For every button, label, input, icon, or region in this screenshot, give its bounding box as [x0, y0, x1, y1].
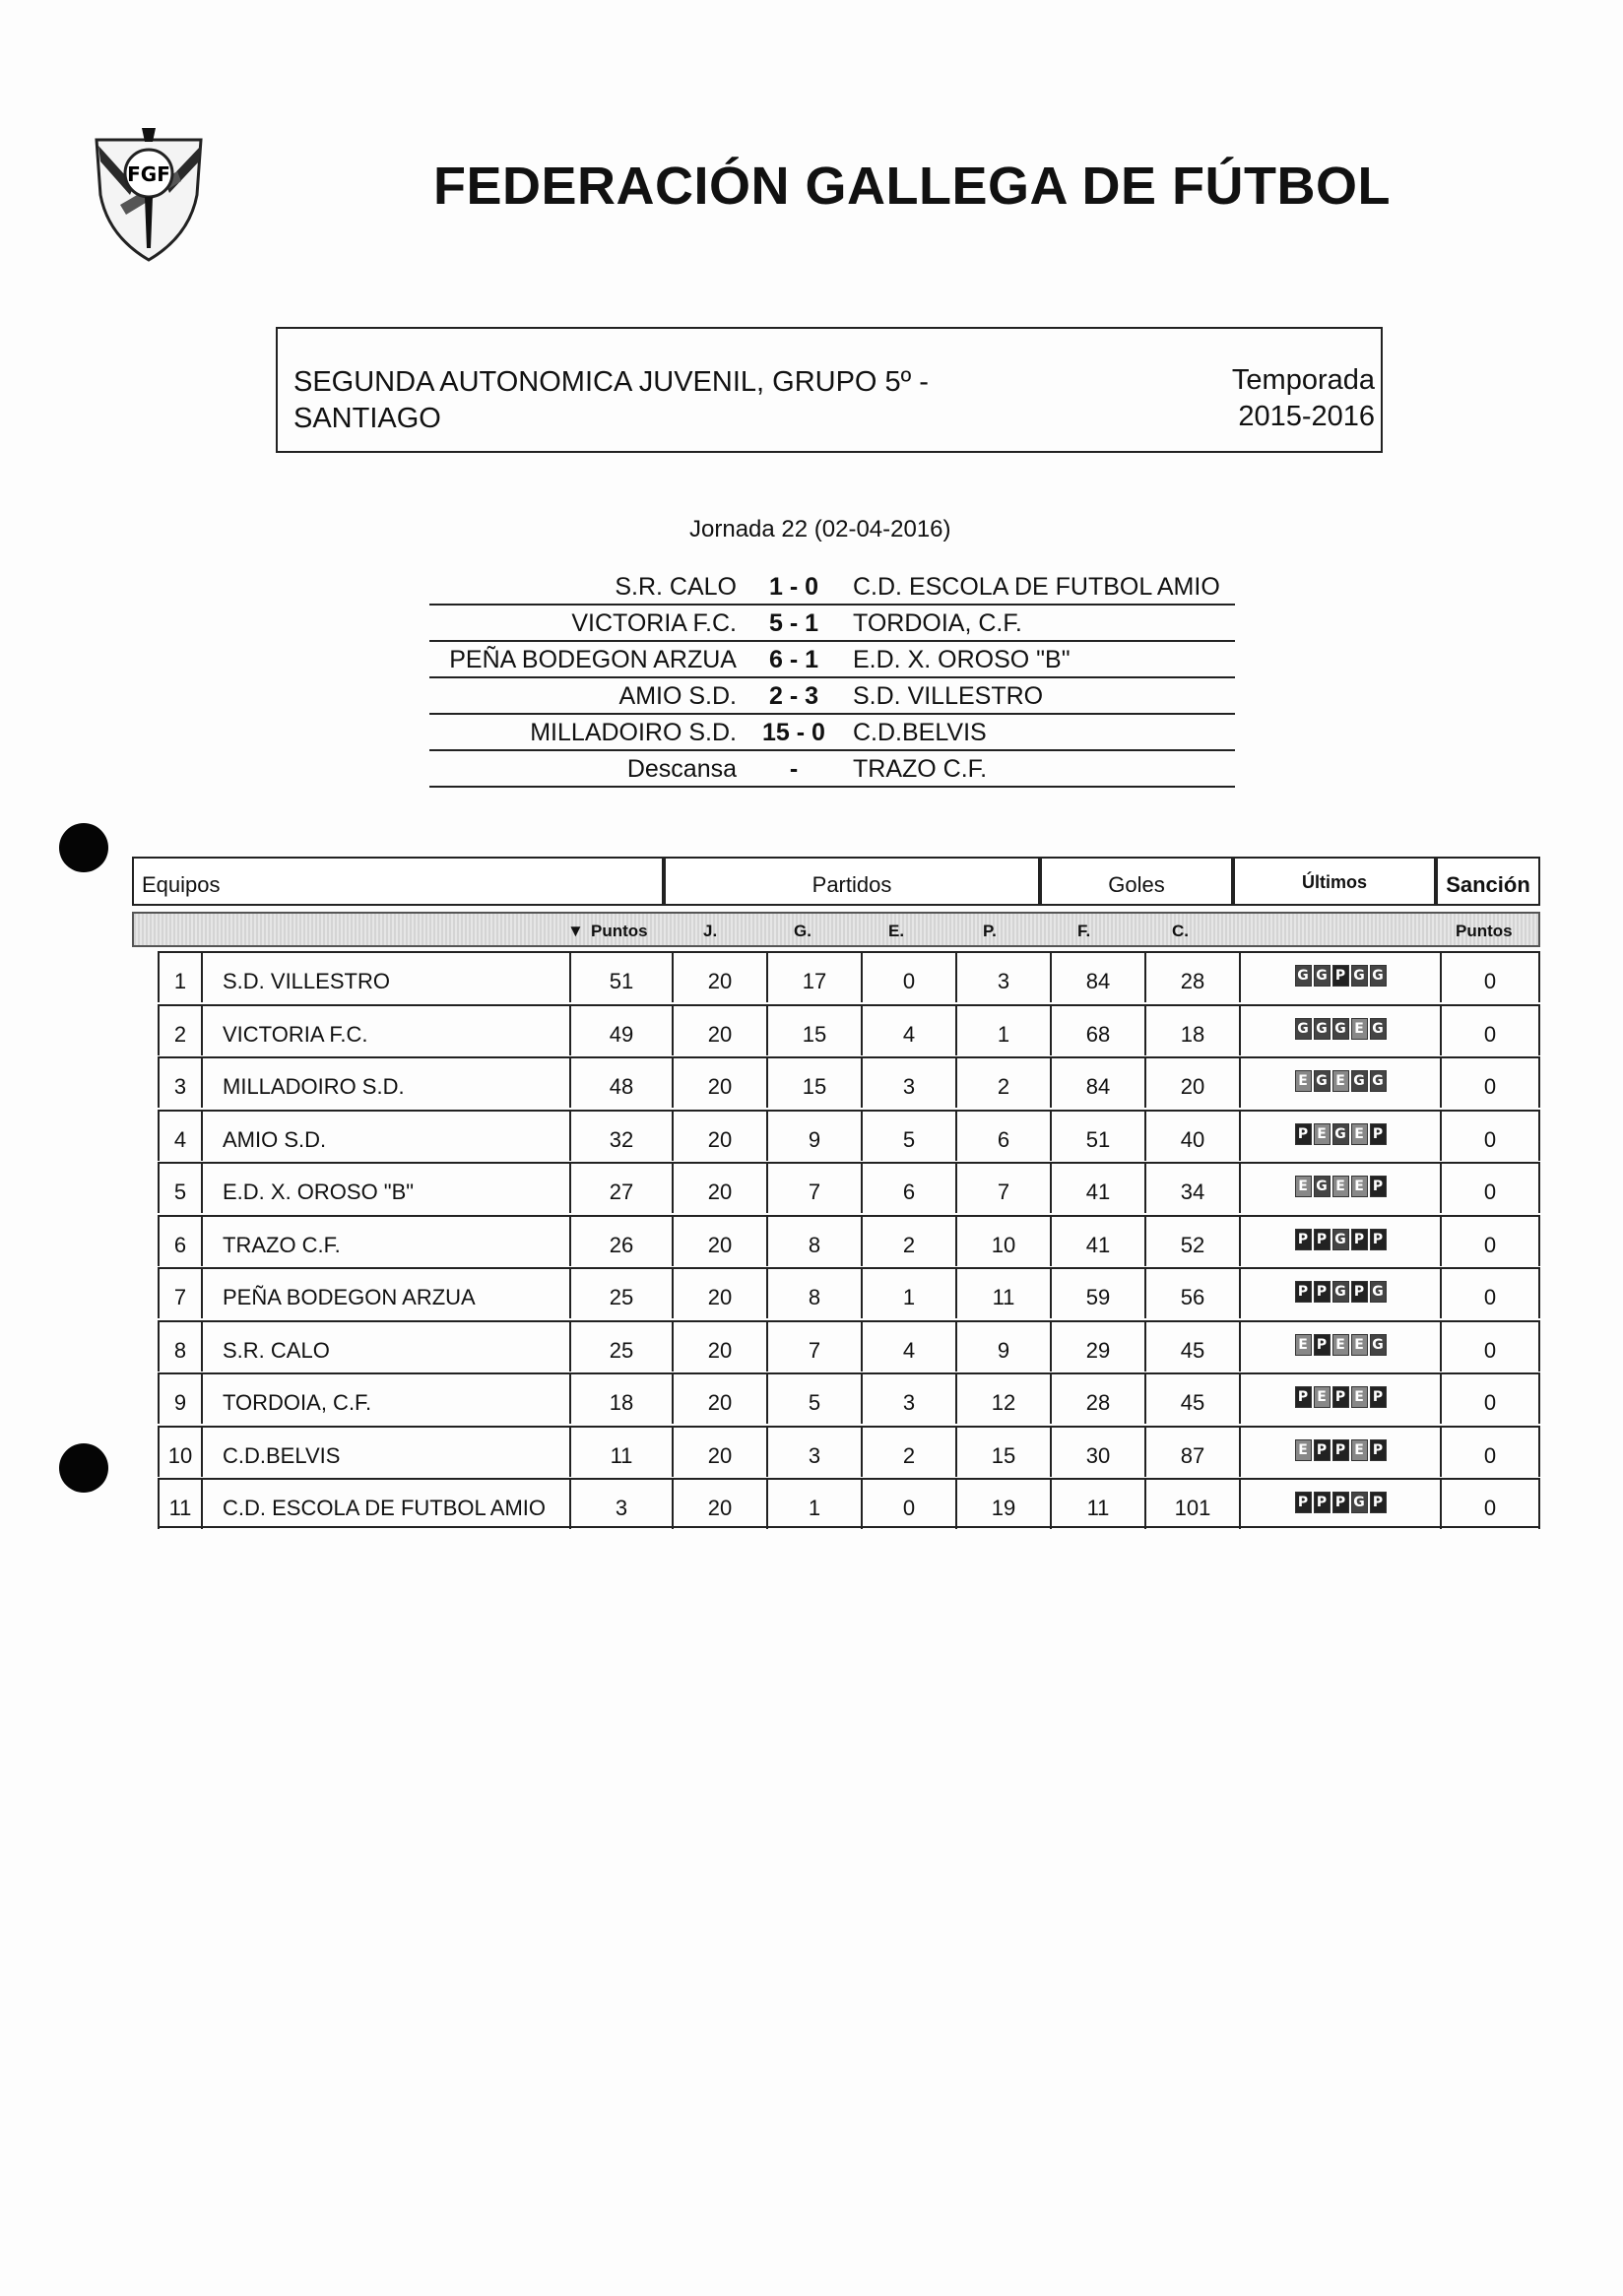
- svg-text:FGF: FGF: [127, 162, 170, 186]
- won-cell: 8: [766, 1215, 861, 1266]
- header-goles: Goles: [1040, 857, 1233, 906]
- position-cell: 1: [158, 951, 201, 1002]
- won-cell: 5: [766, 1372, 861, 1424]
- table-row: [132, 1478, 1540, 1529]
- played-cell: 20: [672, 1215, 766, 1266]
- result-badge-icon: G: [1314, 1018, 1331, 1040]
- result-badge-icon: P: [1295, 1492, 1312, 1513]
- results-list: [429, 569, 1235, 788]
- points-cell: 25: [569, 1267, 672, 1318]
- result-badge-icon: E: [1295, 1070, 1312, 1092]
- lost-cell: 1: [955, 1004, 1050, 1055]
- result-badge-icon: P: [1370, 1229, 1387, 1250]
- result-badge-icon: E: [1351, 1123, 1368, 1145]
- last-results-cell: [1239, 1372, 1440, 1424]
- points-cell: 26: [569, 1215, 672, 1266]
- points-cell: 18: [569, 1372, 672, 1424]
- team-name-cell: C.D. ESCOLA DE FUTBOL AMIO: [201, 1478, 569, 1529]
- goals-for-cell: 84: [1050, 951, 1144, 1002]
- won-cell: 15: [766, 1004, 861, 1055]
- result-badge-icon: P: [1314, 1281, 1331, 1303]
- sanction-points-cell: 0: [1440, 1267, 1540, 1318]
- page-title: FEDERACIÓN GALLEGA DE FÚTBOL: [433, 157, 1391, 216]
- lost-cell: 2: [955, 1056, 1050, 1108]
- result-badge-icon: E: [1351, 1386, 1368, 1408]
- result-badge-icon: P: [1295, 1229, 1312, 1250]
- drawn-cell: 0: [861, 951, 955, 1002]
- sanction-points-cell: 0: [1440, 1478, 1540, 1529]
- result-badge-icon: E: [1332, 1334, 1349, 1356]
- last-results-cell: [1239, 1320, 1440, 1371]
- points-cell: 3: [569, 1478, 672, 1529]
- result-badge-icon: P: [1332, 1492, 1349, 1513]
- result-badge-icon: P: [1370, 1492, 1387, 1513]
- result-badge-icon: P: [1370, 1176, 1387, 1197]
- result-badge-icon: G: [1370, 1070, 1387, 1092]
- goals-against-cell: 20: [1144, 1056, 1239, 1108]
- goals-for-cell: 11: [1050, 1478, 1144, 1529]
- drawn-cell: 0: [861, 1478, 955, 1529]
- goals-for-cell: 30: [1050, 1426, 1144, 1477]
- col-c: C.: [1172, 922, 1189, 940]
- played-cell: 20: [672, 1478, 766, 1529]
- lost-cell: 6: [955, 1110, 1050, 1161]
- played-cell: 20: [672, 1004, 766, 1055]
- played-cell: 20: [672, 1426, 766, 1477]
- sanction-points-cell: 0: [1440, 1004, 1540, 1055]
- result-badge-icon: P: [1295, 1386, 1312, 1408]
- team-name-cell: C.D.BELVIS: [201, 1426, 569, 1477]
- result-badge-icon: G: [1295, 1018, 1312, 1040]
- goals-against-cell: 28: [1144, 951, 1239, 1002]
- team-name-cell: PEÑA BODEGON ARZUA: [201, 1267, 569, 1318]
- result-badge-icon: P: [1332, 1386, 1349, 1408]
- season-value: 2015-2016: [1238, 401, 1375, 432]
- lost-cell: 15: [955, 1426, 1050, 1477]
- result-away: TORDOIA, C.F.: [853, 609, 1022, 637]
- goals-for-cell: 84: [1050, 1056, 1144, 1108]
- header-sancion: Sanción: [1436, 857, 1540, 906]
- table-row: [132, 1056, 1540, 1108]
- drawn-cell: 2: [861, 1426, 955, 1477]
- result-badge-icon: G: [1351, 1492, 1368, 1513]
- table-row: [132, 1372, 1540, 1424]
- header-equipos: Equipos: [132, 857, 664, 906]
- goals-for-cell: 68: [1050, 1004, 1144, 1055]
- last-results-cell: [1239, 1215, 1440, 1266]
- result-badge-icon: G: [1332, 1123, 1349, 1145]
- result-row: [429, 678, 1235, 715]
- result-badge-icon: P: [1351, 1229, 1368, 1250]
- result-away: S.D. VILLESTRO: [853, 682, 1044, 710]
- result-badge-icon: P: [1370, 1439, 1387, 1461]
- result-badge-icon: G: [1332, 1018, 1349, 1040]
- standings-table: [132, 857, 1540, 1526]
- goals-for-cell: 29: [1050, 1320, 1144, 1371]
- result-badge-icon: P: [1370, 1123, 1387, 1145]
- result-badge-icon: E: [1295, 1176, 1312, 1197]
- sanction-points-cell: 0: [1440, 1320, 1540, 1371]
- drawn-cell: 3: [861, 1372, 955, 1424]
- result-badge-icon: E: [1351, 1176, 1368, 1197]
- drawn-cell: 5: [861, 1110, 955, 1161]
- result-badge-icon: G: [1370, 965, 1387, 987]
- result-badge-icon: G: [1370, 1334, 1387, 1356]
- result-badge-icon: P: [1314, 1229, 1331, 1250]
- result-home: Descansa: [626, 755, 737, 783]
- season-label: Temporada: [1231, 364, 1375, 396]
- position-cell: 9: [158, 1372, 201, 1424]
- won-cell: 1: [766, 1478, 861, 1529]
- team-name-cell: VICTORIA F.C.: [201, 1004, 569, 1055]
- lost-cell: 9: [955, 1320, 1050, 1371]
- goals-for-cell: 41: [1050, 1215, 1144, 1266]
- position-cell: 11: [158, 1478, 201, 1529]
- result-badge-icon: P: [1370, 1386, 1387, 1408]
- played-cell: 20: [672, 1267, 766, 1318]
- result-away: C.D. ESCOLA DE FUTBOL AMIO: [853, 573, 1220, 601]
- col-e: E.: [888, 922, 905, 940]
- result-badge-icon: G: [1314, 1070, 1331, 1092]
- table-row: [132, 1110, 1540, 1161]
- result-badge-icon: P: [1295, 1123, 1312, 1145]
- last-results-cell: [1239, 1056, 1440, 1108]
- played-cell: 20: [672, 951, 766, 1002]
- result-badge-icon: E: [1295, 1439, 1312, 1461]
- won-cell: 3: [766, 1426, 861, 1477]
- points-cell: 25: [569, 1320, 672, 1371]
- won-cell: 7: [766, 1162, 861, 1213]
- won-cell: 7: [766, 1320, 861, 1371]
- lost-cell: 7: [955, 1162, 1050, 1213]
- played-cell: 20: [672, 1320, 766, 1371]
- result-badge-icon: P: [1295, 1281, 1312, 1303]
- sanction-points-cell: 0: [1440, 1215, 1540, 1266]
- season-block: [1232, 362, 1375, 435]
- result-badge-icon: G: [1332, 1281, 1349, 1303]
- result-away: E.D. X. OROSO "B": [853, 646, 1071, 673]
- last-results-cell: [1239, 1267, 1440, 1318]
- team-name-cell: S.D. VILLESTRO: [201, 951, 569, 1002]
- result-badge-icon: G: [1314, 1176, 1331, 1197]
- points-cell: 32: [569, 1110, 672, 1161]
- result-home: VICTORIA F.C.: [571, 609, 737, 637]
- result-badge-icon: G: [1370, 1281, 1387, 1303]
- result-home: S.R. CALO: [615, 573, 737, 601]
- result-badge-icon: E: [1332, 1070, 1349, 1092]
- federation-logo: [91, 126, 207, 264]
- result-badge-icon: E: [1351, 1334, 1368, 1356]
- binder-hole-icon: [59, 823, 108, 872]
- header-partidos: Partidos: [664, 857, 1040, 906]
- goals-for-cell: 51: [1050, 1110, 1144, 1161]
- col-g: G.: [794, 922, 812, 940]
- points-cell: 27: [569, 1162, 672, 1213]
- table-bottom-rule: [158, 1526, 1540, 1528]
- table-row: [132, 951, 1540, 1002]
- team-name-cell: MILLADOIRO S.D.: [201, 1056, 569, 1108]
- sanction-points-cell: 0: [1440, 1110, 1540, 1161]
- sort-indicator-icon[interactable]: ▼: [567, 922, 584, 940]
- won-cell: 9: [766, 1110, 861, 1161]
- competition-box: [276, 327, 1383, 453]
- sanction-points-cell: 0: [1440, 1372, 1540, 1424]
- result-score: 2 - 3: [768, 682, 819, 710]
- table-row: [132, 1162, 1540, 1213]
- position-cell: 5: [158, 1162, 201, 1213]
- result-badge-icon: E: [1314, 1386, 1331, 1408]
- result-badge-icon: P: [1314, 1334, 1331, 1356]
- binder-hole-icon: [59, 1443, 108, 1493]
- position-cell: 2: [158, 1004, 201, 1055]
- last-results-cell: [1239, 951, 1440, 1002]
- result-badge-icon: G: [1351, 965, 1368, 987]
- last-results-cell: [1239, 1426, 1440, 1477]
- goals-against-cell: 56: [1144, 1267, 1239, 1318]
- played-cell: 20: [672, 1372, 766, 1424]
- result-row: [429, 569, 1235, 606]
- result-badge-icon: P: [1314, 1439, 1331, 1461]
- position-cell: 10: [158, 1426, 201, 1477]
- subheader-row: [132, 912, 1540, 947]
- col-puntos[interactable]: Puntos: [591, 922, 648, 940]
- lost-cell: 19: [955, 1478, 1050, 1529]
- table-row: [132, 1215, 1540, 1266]
- result-row: [429, 715, 1235, 751]
- result-home: MILLADOIRO S.D.: [530, 719, 737, 746]
- result-badge-icon: G: [1314, 965, 1331, 987]
- result-score: 15 - 0: [762, 719, 825, 746]
- result-away: TRAZO C.F.: [853, 755, 988, 783]
- played-cell: 20: [672, 1162, 766, 1213]
- result-score: 6 - 1: [768, 646, 819, 673]
- header-ultimos: Últimos: [1233, 857, 1436, 906]
- col-p: P.: [983, 922, 997, 940]
- team-name-cell: S.R. CALO: [201, 1320, 569, 1371]
- goals-for-cell: 28: [1050, 1372, 1144, 1424]
- drawn-cell: 6: [861, 1162, 955, 1213]
- won-cell: 15: [766, 1056, 861, 1108]
- result-score: 5 - 1: [768, 609, 819, 637]
- won-cell: 8: [766, 1267, 861, 1318]
- sanction-points-cell: 0: [1440, 1056, 1540, 1108]
- result-score: -: [789, 755, 799, 783]
- goals-against-cell: 52: [1144, 1215, 1239, 1266]
- goals-against-cell: 34: [1144, 1162, 1239, 1213]
- result-badge-icon: G: [1332, 1229, 1349, 1250]
- drawn-cell: 2: [861, 1215, 955, 1266]
- points-cell: 11: [569, 1426, 672, 1477]
- goals-against-cell: 45: [1144, 1320, 1239, 1371]
- position-cell: 4: [158, 1110, 201, 1161]
- result-badge-icon: E: [1351, 1439, 1368, 1461]
- result-badge-icon: E: [1295, 1334, 1312, 1356]
- result-badge-icon: P: [1314, 1492, 1331, 1513]
- points-cell: 48: [569, 1056, 672, 1108]
- position-cell: 6: [158, 1215, 201, 1266]
- result-score: 1 - 0: [768, 573, 819, 601]
- result-badge-icon: P: [1332, 965, 1349, 987]
- team-name-cell: TRAZO C.F.: [201, 1215, 569, 1266]
- won-cell: 17: [766, 951, 861, 1002]
- points-cell: 51: [569, 951, 672, 1002]
- drawn-cell: 4: [861, 1004, 955, 1055]
- result-badge-icon: G: [1351, 1070, 1368, 1092]
- table-row: [132, 1267, 1540, 1318]
- goals-against-cell: 101: [1144, 1478, 1239, 1529]
- result-badge-icon: G: [1295, 965, 1312, 987]
- drawn-cell: 4: [861, 1320, 955, 1371]
- col-f: F.: [1077, 922, 1091, 940]
- drawn-cell: 3: [861, 1056, 955, 1108]
- result-row: [429, 606, 1235, 642]
- last-results-cell: [1239, 1478, 1440, 1529]
- goals-against-cell: 40: [1144, 1110, 1239, 1161]
- lost-cell: 11: [955, 1267, 1050, 1318]
- last-results-cell: [1239, 1004, 1440, 1055]
- last-results-cell: [1239, 1110, 1440, 1161]
- result-badge-icon: E: [1351, 1018, 1368, 1040]
- result-badge-icon: P: [1332, 1439, 1349, 1461]
- goals-against-cell: 18: [1144, 1004, 1239, 1055]
- lost-cell: 3: [955, 951, 1050, 1002]
- last-results-cell: [1239, 1162, 1440, 1213]
- goals-against-cell: 87: [1144, 1426, 1239, 1477]
- result-home: AMIO S.D.: [618, 682, 737, 710]
- competition-name: SEGUNDA AUTONOMICA JUVENIL, GRUPO 5º - SANTIAGO: [293, 366, 929, 434]
- goals-against-cell: 45: [1144, 1372, 1239, 1424]
- lost-cell: 12: [955, 1372, 1050, 1424]
- team-name-cell: E.D. X. OROSO "B": [201, 1162, 569, 1213]
- position-cell: 8: [158, 1320, 201, 1371]
- table-row: [132, 1426, 1540, 1477]
- goals-for-cell: 59: [1050, 1267, 1144, 1318]
- result-badge-icon: E: [1314, 1123, 1331, 1145]
- table-row: [132, 1004, 1540, 1055]
- table-row: [132, 1320, 1540, 1371]
- team-name-cell: AMIO S.D.: [201, 1110, 569, 1161]
- result-away: C.D.BELVIS: [853, 719, 987, 746]
- goals-for-cell: 41: [1050, 1162, 1144, 1213]
- played-cell: 20: [672, 1110, 766, 1161]
- result-badge-icon: P: [1351, 1281, 1368, 1303]
- position-cell: 7: [158, 1267, 201, 1318]
- team-name-cell: TORDOIA, C.F.: [201, 1372, 569, 1424]
- result-row: [429, 751, 1235, 788]
- sanction-points-cell: 0: [1440, 1162, 1540, 1213]
- result-badge-icon: E: [1332, 1176, 1349, 1197]
- col-sancion-puntos: Puntos: [1456, 922, 1513, 940]
- result-row: [429, 642, 1235, 678]
- drawn-cell: 1: [861, 1267, 955, 1318]
- jornada-title: Jornada 22 (02-04-2016): [689, 516, 951, 542]
- sanction-points-cell: 0: [1440, 1426, 1540, 1477]
- col-j: J.: [703, 922, 718, 940]
- lost-cell: 10: [955, 1215, 1050, 1266]
- points-cell: 49: [569, 1004, 672, 1055]
- result-home: PEÑA BODEGON ARZUA: [449, 646, 737, 673]
- result-badge-icon: G: [1370, 1018, 1387, 1040]
- played-cell: 20: [672, 1056, 766, 1108]
- sanction-points-cell: 0: [1440, 951, 1540, 1002]
- position-cell: 3: [158, 1056, 201, 1108]
